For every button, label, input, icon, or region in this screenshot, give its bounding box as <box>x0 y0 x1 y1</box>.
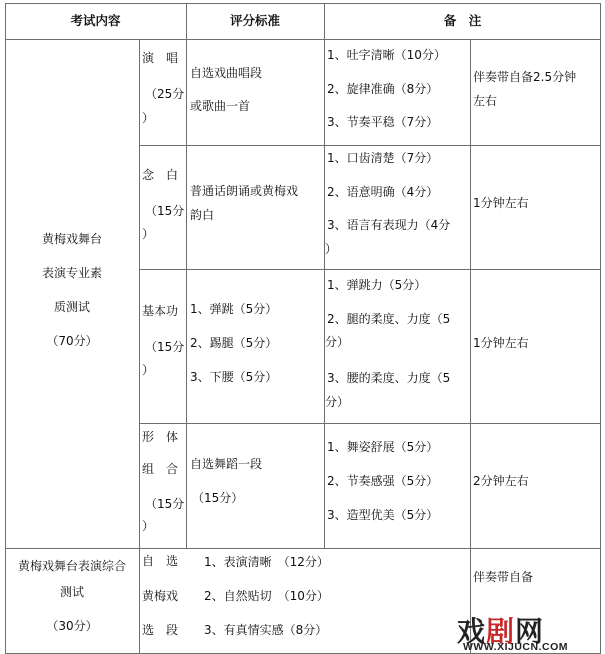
grid-line <box>5 548 601 549</box>
item-name: 演 唱 <box>142 51 179 65</box>
item-name: 黄梅戏 <box>142 589 179 603</box>
note-text: 3、腰的柔度、力度（5 <box>327 371 451 385</box>
item-name: ） <box>142 363 155 377</box>
logo-brand: 戏剧网 <box>457 615 545 648</box>
grid-line <box>139 145 601 146</box>
note-text: ） <box>325 242 338 256</box>
grid-line <box>600 3 601 654</box>
section1-title-line: 质测试 <box>53 300 90 314</box>
remark-text: 左右 <box>473 94 498 108</box>
note-text: 1、口齿清楚（7分） <box>327 151 439 165</box>
header-exam-content: 考试内容 <box>70 13 121 28</box>
grid-line <box>324 3 325 549</box>
site-logo <box>457 610 599 654</box>
note-text: 3、造型优美（5分） <box>327 508 439 522</box>
criteria-text: 自选戏曲唱段 <box>190 66 263 80</box>
criteria-text: 3、有真情实感（8分） <box>204 623 328 637</box>
item-name: ） <box>142 519 155 533</box>
section2-title-line: 测试 <box>59 585 84 599</box>
criteria-text: 韵白 <box>190 208 215 222</box>
header-remarks: 备 注 <box>443 13 482 28</box>
criteria-text: 或歌曲一首 <box>190 99 251 113</box>
item-name: ） <box>142 227 155 241</box>
item-name: 组 合 <box>142 462 179 476</box>
grid-line <box>5 39 601 40</box>
note-text: 分） <box>325 335 350 349</box>
remark-text: 2分钟左右 <box>473 474 529 488</box>
logo-url: WWW.XIJUCN.COM <box>463 641 568 653</box>
criteria-text: 3、下腰（5分） <box>190 370 278 384</box>
criteria-text: 1、弹跳（5分） <box>190 302 278 316</box>
item-name: （25分 <box>145 87 185 101</box>
note-text: 1、弹跳力（5分） <box>327 278 427 292</box>
remark-text: 伴奏带自备2.5分钟 <box>473 70 577 84</box>
criteria-text: 1、表演清晰 （12分） <box>204 555 329 569</box>
item-name: 念 白 <box>142 168 179 182</box>
note-text: 3、语言有表现力（4分 <box>327 218 451 232</box>
exam-table <box>5 3 601 654</box>
grid-line <box>5 3 6 654</box>
item-name: （15分 <box>145 497 185 511</box>
criteria-text: 2、自然贴切 （10分） <box>204 589 329 603</box>
section1-title-line: （70分） <box>46 334 98 348</box>
note-text: 1、吐字清晰（10分） <box>327 48 446 62</box>
item-name: 基本功 <box>142 304 179 318</box>
section2-title-line: （30分） <box>46 619 98 633</box>
grid-line <box>139 39 140 654</box>
note-text: 2、节奏感强（5分） <box>327 474 439 488</box>
item-name: 形 体 <box>142 430 179 444</box>
item-name: ） <box>142 111 155 125</box>
note-text: 2、腿的柔度、力度（5 <box>327 312 451 326</box>
criteria-text: 普通话朗诵或黄梅戏 <box>190 184 299 198</box>
section1-title-line: 表演专业素 <box>41 266 102 280</box>
grid-line <box>186 3 187 549</box>
criteria-text: 2、踢腿（5分） <box>190 336 278 350</box>
grid-line <box>5 3 601 4</box>
remark-text: 伴奏带自备 <box>473 570 534 584</box>
remark-text: 1分钟左右 <box>473 336 529 350</box>
grid-line <box>139 423 601 424</box>
item-name: （15分 <box>145 204 185 218</box>
item-name: 选 段 <box>142 623 179 637</box>
criteria-text: 自选舞蹈一段 <box>190 457 263 471</box>
remark-text: 1分钟左右 <box>473 196 529 210</box>
item-name: （15分 <box>145 340 185 354</box>
note-text: 分） <box>325 395 350 409</box>
grid-line <box>139 269 601 270</box>
note-text: 2、语意明确（4分） <box>327 185 439 199</box>
note-text: 1、舞姿舒展（5分） <box>327 440 439 454</box>
note-text: 2、旋律准确（8分） <box>327 82 439 96</box>
item-name: 自 选 <box>142 554 179 568</box>
note-text: 3、节奏平稳（7分） <box>327 115 439 129</box>
grid-line <box>470 39 471 654</box>
section1-title-line: 黄梅戏舞台 <box>41 232 102 246</box>
criteria-text: （15分） <box>192 491 244 505</box>
section2-title-line: 黄梅戏舞台表演综合 <box>17 559 126 573</box>
header-scoring-standard: 评分标准 <box>229 13 280 28</box>
